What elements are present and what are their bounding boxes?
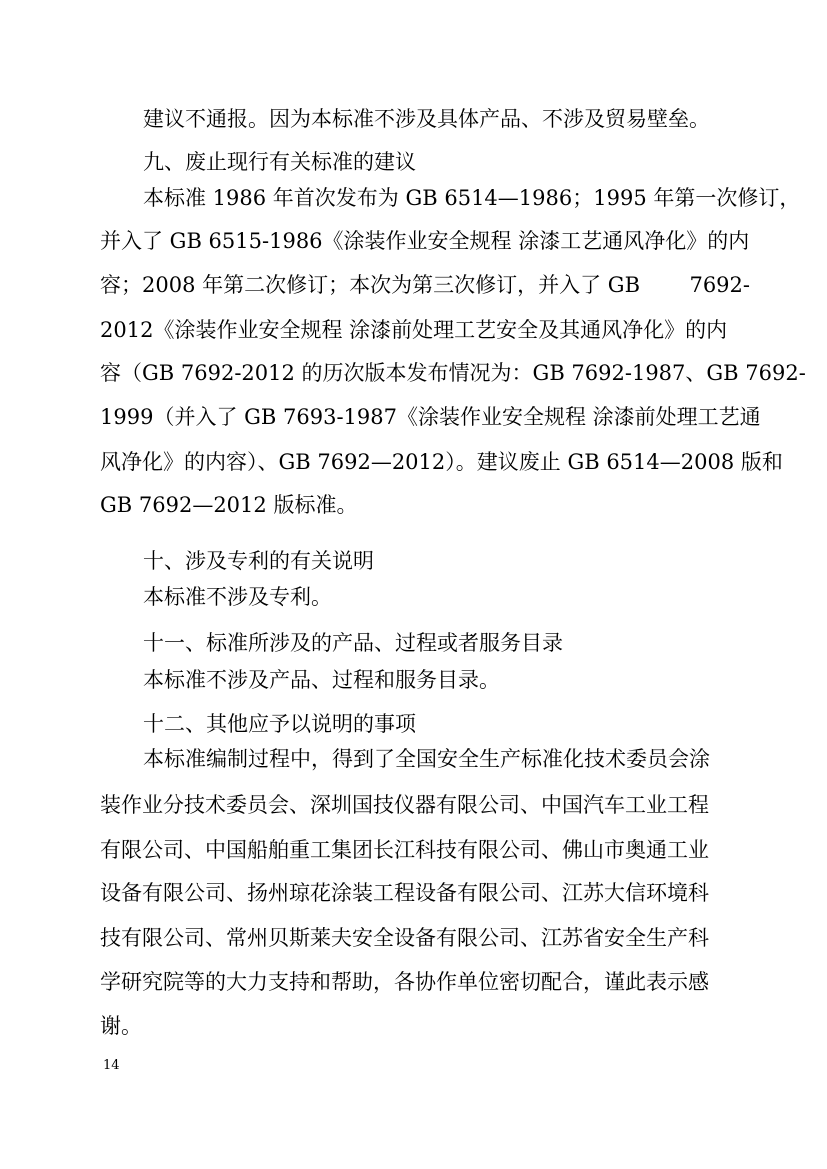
paragraph-line-part: 容；2008 年第二次修订；本次为第三次修订，并入了 GB: [100, 273, 640, 297]
paragraph-line: 本标准不涉及专利。: [143, 585, 332, 609]
paragraph-line: 建议不通报。因为本标准不涉及具体产品、不涉及贸易壁垒。: [143, 107, 710, 131]
paragraph-line: 学研究院等的大力支持和帮助，各协作单位密切配合，谨此表示感: [100, 970, 709, 994]
paragraph-line: 装作业分技术委员会、深圳国技仪器有限公司、中国汽车工业工程: [100, 793, 709, 817]
section-heading-9: 九、废止现行有关标准的建议: [143, 150, 416, 174]
paragraph-line: 2012《涂装作业安全规程 涂漆前处理工艺安全及其通风净化》的内: [100, 318, 728, 342]
paragraph-line: 设备有限公司、扬州琼花涂装工程设备有限公司、江苏大信环境科: [100, 881, 709, 905]
paragraph-line: 本标准编制过程中，得到了全国安全生产标准化技术委员会涂: [143, 747, 710, 771]
paragraph-line-part: 7692-: [689, 273, 750, 297]
paragraph-line: 风净化》的内容）、GB 7692—2012）。建议废止 GB 6514—2008 版和: [100, 450, 783, 474]
section-heading-11: 十一、标准所涉及的产品、过程或者服务目录: [143, 631, 563, 655]
section-heading-10: 十、涉及专利的有关说明: [143, 549, 374, 573]
paragraph-line: 本标准 1986 年首次发布为 GB 6514—1986；1995 年第一次修订，: [143, 186, 801, 210]
paragraph-line: 有限公司、中国船舶重工集团长江科技有限公司、佛山市奥通工业: [100, 838, 709, 862]
paragraph-line: 谢。: [100, 1014, 142, 1038]
paragraph-line: 技有限公司、常州贝斯莱夫安全设备有限公司、江苏省安全生产科: [100, 926, 709, 950]
paragraph-line: GB 7692—2012 版标准。: [100, 493, 358, 517]
paragraph-line: 1999（并入了 GB 7693-1987《涂装作业安全规程 涂漆前处理工艺通: [100, 405, 761, 429]
paragraph-line: [100, 270, 750, 300]
section-heading-12: 十二、其他应予以说明的事项: [143, 712, 416, 736]
page-number: 14: [103, 1058, 120, 1073]
paragraph-line: 并入了 GB 6515-1986《涂装作业安全规程 涂漆工艺通风净化》的内: [100, 229, 750, 253]
paragraph-line: 本标准不涉及产品、过程和服务目录。: [143, 668, 500, 692]
paragraph-line: 容（GB 7692-2012 的历次版本发布情况为：GB 7692-1987、GB 7692-: [100, 361, 806, 385]
